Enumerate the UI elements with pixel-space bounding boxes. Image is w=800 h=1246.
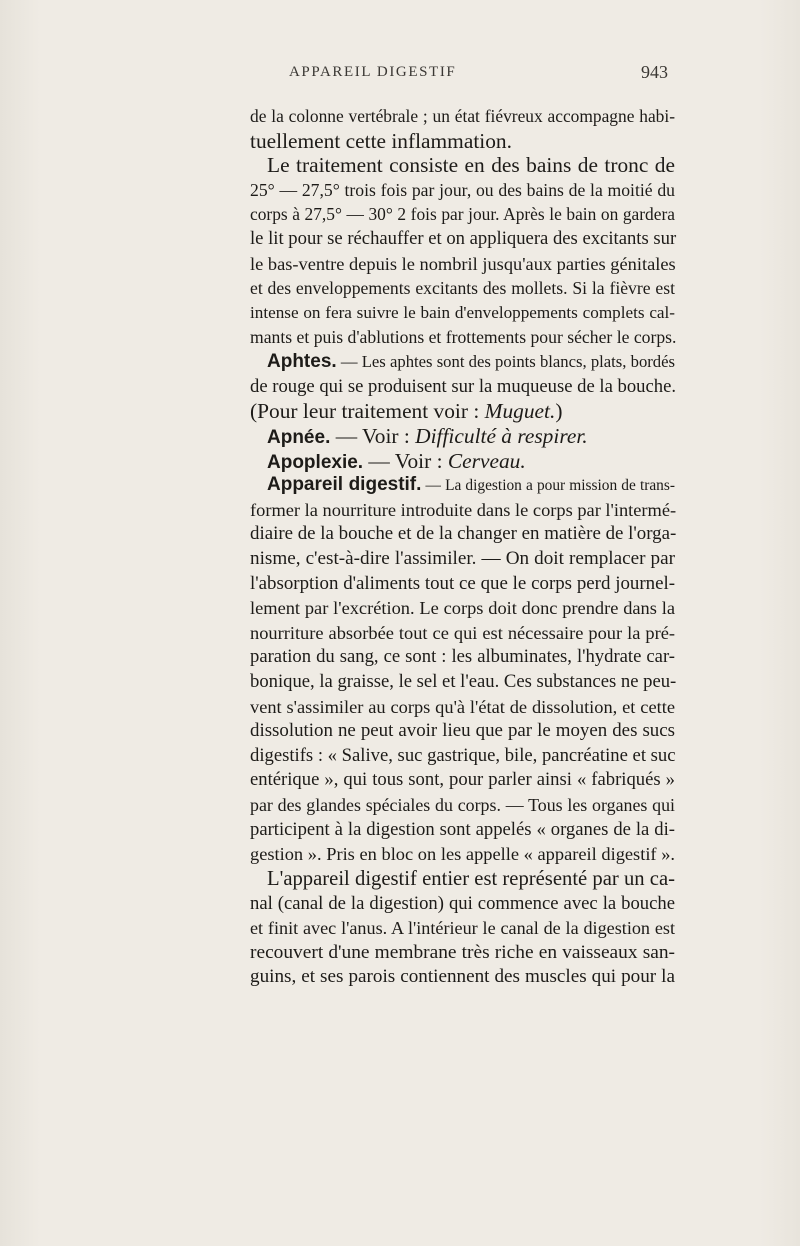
text-line: lement par l'excrétion. Le corps doit donc prendre dans la [250,598,675,619]
entry-appareil-digestif [250,473,675,498]
text-line: participent à la digestion sont appelés « organes de la di- [250,818,675,840]
entry-text: — La digestion a pour mission de trans- [421,477,675,495]
text-line: gestion ». Pris en bloc on les appelle « appareil digestif ». [250,844,675,865]
text-line: diaire de la bouche et de la changer en matière de l'orga- [250,523,677,545]
cross-reference: Cerveau. [447,448,526,473]
body-text [250,104,675,990]
cross-reference: Muguet. [484,399,556,424]
entry-text: — Voir : [330,423,416,448]
text-line: recouvert d'une membrane très riche en vaisseaux san- [250,941,675,963]
text-line: paration du sang, ce sont : les albuminates, l'hydrate car- [250,646,675,668]
text-fragment: ) [555,399,563,424]
text-line: entérique », qui tous sont, pour parler ainsi « fabriqués » [250,769,675,791]
text-line: former la nourriture introduite dans le corps par l'intermé- [250,499,677,520]
text-line: intense on fera suivre le bain d'enveloppements complets cal- [250,302,675,322]
text-line: 25° — 27,5° trois fois par jour, ou des bains de la moitié du [250,179,675,200]
entry-aphtes [250,350,675,375]
text-line: guins, et ses parois contiennent des muscles qui pour la [250,966,675,988]
text-line: digestifs : « Salive, suc gastrique, bile, pancréatine et suc [250,744,676,766]
text-line: l'absorption d'aliments tout ce que le corps perd journel- [250,572,675,594]
entry-text: — Voir : [363,448,448,473]
running-title: APPAREIL DIGESTIF [289,64,457,80]
cross-reference: Difficulté à respirer. [415,423,588,448]
text-line: de la colonne vertébrale ; un état fiévreux accompagne habi- [250,106,675,126]
text-line: et des enveloppements excitants des mollets. Si la fièvre est [250,278,675,299]
text-line [250,399,675,424]
text-fragment: (Pour leur traitement voir : [250,399,485,424]
text-line: nisme, c'est-à-dire l'assimiler. — On doit remplacer par [250,547,675,569]
entry-apnee [250,424,675,449]
text-line: mants et puis d'ablutions et frottements pour sécher le corps. [250,327,677,348]
text-line: vent s'assimiler au corps qu'à l'état de dissolution, et cette [250,696,675,717]
entry-heading-apnee: Apnée. [267,426,331,448]
text-line: le bas-ventre depuis le nombril jusqu'aux parties génitales [250,253,676,274]
text-line: tuellement cette inflammation. [250,128,512,153]
entry-heading-aphtes: Aphtes. [267,351,337,373]
text-line: nourriture absorbée tout ce qui est nécessaire pour la pré- [250,622,675,643]
text-line: corps à 27,5° — 30° 2 fois par jour. Après le bain on gardera [250,204,675,225]
running-head [0,60,800,90]
entry-apoplexie [250,449,675,474]
entry-heading-apoplexie: Apoplexie. [267,451,364,473]
text-line: le lit pour se réchauffer et on appliquera des excitants sur [250,228,677,250]
text-line: de rouge qui se produisent sur la muqueuse de la bouche. [250,375,677,397]
entry-text: — Les aphtes sont des points blancs, plats, bordés [336,352,675,372]
text-line: dissolution ne peut avoir lieu que par le moyen des sucs [250,720,675,742]
page-number: 943 [641,62,668,82]
entry-heading-appareil-digestif: Appareil digestif. [267,474,422,496]
text-line: L'appareil digestif entier est représenté par un ca- [267,867,675,890]
text-line: par des glandes spéciales du corps. — Tous les organes qui [250,795,675,816]
text-line: et finit avec l'anus. A l'intérieur le canal de la digestion est [250,918,675,939]
text-line: Le traitement consiste en des bains de tronc de [267,153,675,178]
text-line: bonique, la graisse, le sel et l'eau. Ces substances ne peu- [250,671,677,693]
text-line: nal (canal de la digestion) qui commence avec la bouche [250,892,675,914]
